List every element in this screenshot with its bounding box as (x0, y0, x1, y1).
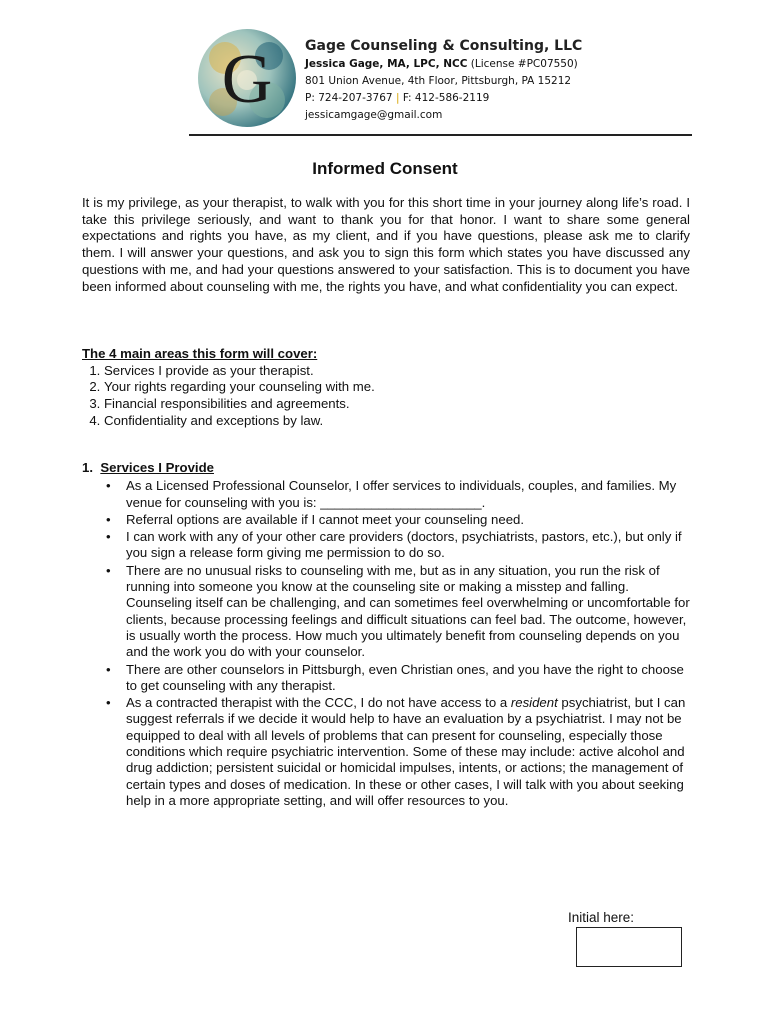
letterhead (305, 36, 582, 124)
list-item: 4. Confidentiality and exceptions by law. (104, 413, 682, 430)
list-item: 3. Financial responsibilities and agreements. (104, 396, 682, 413)
address-line: 801 Union Avenue, 4th Floor, Pittsburgh, PA 15212 (305, 75, 572, 87)
list-item: • Referral options are available if I cannot meet your counseling need. (126, 512, 692, 528)
initial-label: Initial here: (568, 910, 635, 925)
company-logo (197, 28, 297, 128)
section-heading (82, 460, 692, 476)
list-item: • There are other counselors in Pittsburgh, even Christian ones, and you have the right to choose to get counseling with any therapist. (126, 662, 692, 695)
credentials-line (305, 56, 582, 73)
list-item: • As a Licensed Professional Counselor, I offer services to individuals, couples, and families. My venue for counseling with you is: ______________________. (126, 478, 692, 511)
list-item (126, 695, 692, 809)
section-number: 1. (82, 460, 93, 475)
header-divider (189, 134, 692, 136)
list-item: • There are no unusual risks to counseling with me, but as in any situation, you run the risk of running into someone you know at the counseling site or making a misstep and falling. Counseling itself can be challenging, and can sometimes feel overwhelming or uncomfortable for clients, because processing feelings and difficult situations can feel bad. The outcome, however, is usually worth the process. How much you ultimately benefit from counseling depends on you and the work you do with your counselor. (126, 563, 692, 661)
list-item: 1. Services I provide as your therapist. (104, 363, 682, 380)
license-number: (License #PC07550) (470, 58, 578, 70)
services-bullet-list (82, 478, 692, 809)
logo-letter: G (221, 41, 273, 118)
areas-list (82, 363, 682, 430)
areas-heading: The 4 main areas this form will cover: (82, 346, 318, 361)
emphasized-word: resident (510, 695, 558, 711)
therapist-credentials: Jessica Gage, MA, LPC, NCC (305, 58, 468, 70)
email-address: jessicamgage@gmail.com (305, 109, 443, 121)
initial-field[interactable] (576, 927, 682, 967)
areas-overview (82, 346, 682, 430)
phone-fax-separator: | (395, 92, 400, 104)
phone-number: P: 724-207-3767 (305, 92, 393, 104)
bullet-text-start: As a contracted therapist with the CCC, I do not have access to a (126, 695, 511, 711)
list-item: • I can work with any of your other care providers (doctors, psychiatrists, pastors, etc.), but only if you sign a release form giving me permission to do so. (126, 529, 692, 562)
fax-number: F: 412-586-2119 (402, 92, 490, 104)
intro-paragraph: It is my privilege, as your therapist, to walk with you for this short time in your journey along life’s road. I take this privilege seriously, and want to thank you for that honor. I want to share some general expectations and rights you have, as my client, and if you have questions, please ask me to clarify them. I will answer your questions, and ask you to sign this form which states you have discussed any questions with me, and had your questions answered to your satisfaction. This is to document you have been informed about counseling with me, the rights you have, and what confidentiality you can expect. (82, 195, 690, 294)
phone-fax-line (305, 90, 582, 107)
services-section (82, 460, 692, 810)
list-item: 2. Your rights regarding your counseling with me. (104, 379, 682, 396)
bullet-text-end: psychiatrist, but I can suggest referrals if we decide it would help to have an evaluation by a psychiatrist. I may not be equipped to deal with all levels of problems that can present for counseling, especially those conditions which require psychiatric intervention. Some of these may include: active alcohol and drug addiction; persistent suicidal or homicidal impulses, intents, or actions; the management of certain types and doses of medication. In these or other cases, I will talk with you about seeking help in a more appropriate setting, and will offer resources to you. (126, 695, 686, 808)
section-title: Services I Provide (100, 460, 214, 475)
company-name: Gage Counseling & Consulting, LLC (305, 38, 583, 54)
page-title: Informed Consent (312, 159, 458, 178)
